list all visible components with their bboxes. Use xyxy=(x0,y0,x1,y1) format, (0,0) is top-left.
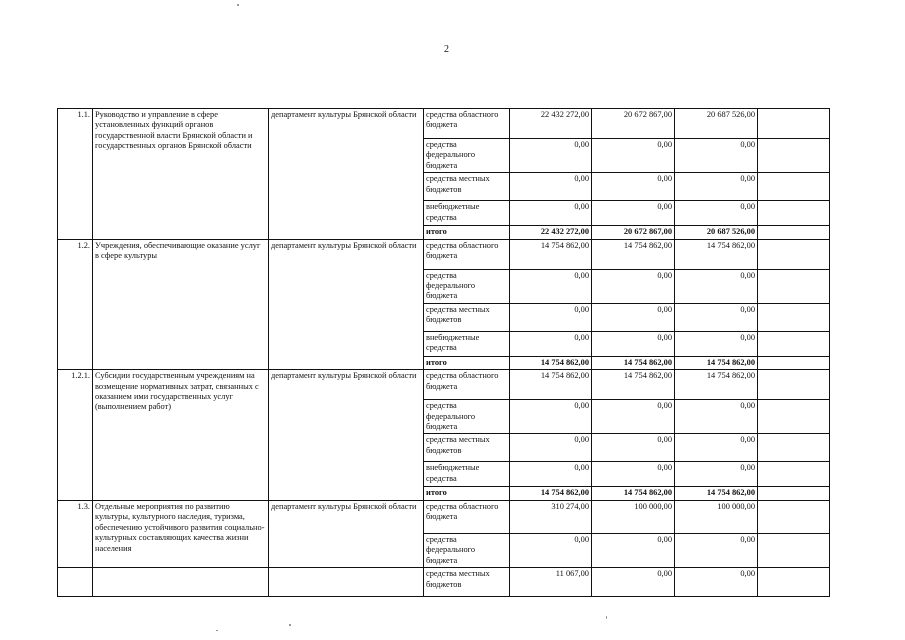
amount-year-2: 0,00 xyxy=(592,434,675,462)
amount-year-3: 0,00 xyxy=(675,533,758,567)
amount-year-2: 14 754 862,00 xyxy=(592,356,675,369)
amount-year-2: 0,00 xyxy=(592,173,675,201)
amount-year-3: 0,00 xyxy=(675,201,758,226)
amount-year-2: 100 000,00 xyxy=(592,500,675,533)
amount-year-1: 11 067,00 xyxy=(510,568,592,597)
responsible-department: департамент культуры Брянской области xyxy=(269,370,424,501)
amount-year-3: 0,00 xyxy=(675,400,758,434)
empty-cell xyxy=(758,370,830,400)
funding-source: средства федерального бюджета xyxy=(424,400,510,434)
empty-cell xyxy=(758,239,830,269)
funding-source: внебюджетные средства xyxy=(424,201,510,226)
funding-source: итого xyxy=(424,226,510,239)
empty-cell xyxy=(758,201,830,226)
amount-year-1: 14 754 862,00 xyxy=(510,356,592,369)
amount-year-2: 0,00 xyxy=(592,303,675,331)
amount-year-1: 0,00 xyxy=(510,269,592,303)
funding-source: внебюджетные средства xyxy=(424,331,510,356)
funding-row xyxy=(58,568,830,597)
amount-year-1: 14 754 862,00 xyxy=(510,370,592,400)
empty-cell xyxy=(758,139,830,173)
item-index: 1.2.1. xyxy=(58,370,93,501)
funding-source: средства областного бюджета xyxy=(424,109,510,139)
funding-source: средства местных бюджетов xyxy=(424,434,510,462)
amount-year-3: 0,00 xyxy=(675,434,758,462)
amount-year-3: 0,00 xyxy=(675,303,758,331)
amount-year-2: 0,00 xyxy=(592,139,675,173)
amount-year-3: 0,00 xyxy=(675,568,758,597)
funding-source: внебюджетные средства xyxy=(424,462,510,487)
funding-source: средства областного бюджета xyxy=(424,500,510,533)
funding-source: средства федерального бюджета xyxy=(424,139,510,173)
amount-year-3: 20 687 526,00 xyxy=(675,226,758,239)
amount-year-2: 0,00 xyxy=(592,568,675,597)
amount-year-2: 0,00 xyxy=(592,269,675,303)
responsible-department: департамент культуры Брянской области xyxy=(269,109,424,240)
amount-year-1: 22 432 272,00 xyxy=(510,226,592,239)
amount-year-1: 14 754 862,00 xyxy=(510,239,592,269)
amount-year-2: 14 754 862,00 xyxy=(592,487,675,500)
amount-year-3: 14 754 862,00 xyxy=(675,239,758,269)
amount-year-3: 0,00 xyxy=(675,269,758,303)
amount-year-2: 0,00 xyxy=(592,201,675,226)
amount-year-1: 14 754 862,00 xyxy=(510,487,592,500)
empty-cell xyxy=(758,568,830,597)
amount-year-3: 14 754 862,00 xyxy=(675,487,758,500)
item-name: Субсидии государственным учреждениям на возмещение нормативных затрат, связанных с оказанием ими государственных услуг (выполнением работ) xyxy=(93,370,269,501)
amount-year-2: 14 754 862,00 xyxy=(592,370,675,400)
amount-year-1: 0,00 xyxy=(510,331,592,356)
scan-speck xyxy=(216,630,218,631)
funding-source: средства местных бюджетов xyxy=(424,173,510,201)
empty-cell xyxy=(758,434,830,462)
amount-year-2: 14 754 862,00 xyxy=(592,239,675,269)
responsible-department xyxy=(269,568,424,597)
funding-source: средства областного бюджета xyxy=(424,239,510,269)
scan-speck xyxy=(606,616,607,619)
funding-source: средства федерального бюджета xyxy=(424,269,510,303)
empty-cell xyxy=(758,173,830,201)
funding-source: средства областного бюджета xyxy=(424,370,510,400)
responsible-department: департамент культуры Брянской области xyxy=(269,500,424,567)
funding-source: итого xyxy=(424,356,510,369)
responsible-department: департамент культуры Брянской области xyxy=(269,239,424,370)
empty-cell xyxy=(758,331,830,356)
funding-source: итого xyxy=(424,487,510,500)
amount-year-1: 0,00 xyxy=(510,434,592,462)
amount-year-2: 20 672 867,00 xyxy=(592,226,675,239)
amount-year-1: 0,00 xyxy=(510,462,592,487)
amount-year-3: 0,00 xyxy=(675,331,758,356)
empty-cell xyxy=(758,303,830,331)
item-index: 1.1. xyxy=(58,109,93,240)
amount-year-1: 0,00 xyxy=(510,173,592,201)
empty-cell xyxy=(758,226,830,239)
amount-year-2: 20 672 867,00 xyxy=(592,109,675,139)
amount-year-3: 0,00 xyxy=(675,139,758,173)
empty-cell xyxy=(758,400,830,434)
empty-cell xyxy=(758,269,830,303)
amount-year-3: 14 754 862,00 xyxy=(675,356,758,369)
amount-year-2: 0,00 xyxy=(592,400,675,434)
funding-row xyxy=(58,239,830,269)
page-number: 2 xyxy=(444,44,449,55)
item-name: Учреждения, обеспечивающие оказание услуг в сфере культуры xyxy=(93,239,269,370)
funding-row xyxy=(58,109,830,139)
amount-year-1: 310 274,00 xyxy=(510,500,592,533)
item-name: Отдельные мероприятия по развитию культуры, культурного наследия, туризма, обеспечению устойчивого развития социально-культурных составляющих качества жизни населения xyxy=(93,500,269,567)
amount-year-3: 14 754 862,00 xyxy=(675,370,758,400)
amount-year-1: 22 432 272,00 xyxy=(510,109,592,139)
item-index: 1.2. xyxy=(58,239,93,370)
empty-cell xyxy=(758,487,830,500)
funding-source: средства федерального бюджета xyxy=(424,533,510,567)
budget-table xyxy=(57,108,830,597)
funding-row xyxy=(58,500,830,533)
scan-speck xyxy=(237,4,239,6)
item-name xyxy=(93,568,269,597)
item-index xyxy=(58,568,93,597)
amount-year-2: 0,00 xyxy=(592,533,675,567)
amount-year-3: 20 687 526,00 xyxy=(675,109,758,139)
amount-year-2: 0,00 xyxy=(592,331,675,356)
amount-year-1: 0,00 xyxy=(510,139,592,173)
item-name: Руководство и управление в сфере установленных функций органов государственной власти Брянской области и государственных органов Брянской области xyxy=(93,109,269,240)
amount-year-3: 0,00 xyxy=(675,462,758,487)
funding-row xyxy=(58,370,830,400)
empty-cell xyxy=(758,356,830,369)
scan-speck xyxy=(289,624,291,626)
empty-cell xyxy=(758,462,830,487)
amount-year-1: 0,00 xyxy=(510,533,592,567)
funding-source: средства местных бюджетов xyxy=(424,568,510,597)
amount-year-3: 100 000,00 xyxy=(675,500,758,533)
amount-year-2: 0,00 xyxy=(592,462,675,487)
empty-cell xyxy=(758,109,830,139)
item-index: 1.3. xyxy=(58,500,93,567)
amount-year-1: 0,00 xyxy=(510,201,592,226)
amount-year-3: 0,00 xyxy=(675,173,758,201)
amount-year-1: 0,00 xyxy=(510,303,592,331)
empty-cell xyxy=(758,500,830,533)
amount-year-1: 0,00 xyxy=(510,400,592,434)
empty-cell xyxy=(758,533,830,567)
funding-source: средства местных бюджетов xyxy=(424,303,510,331)
